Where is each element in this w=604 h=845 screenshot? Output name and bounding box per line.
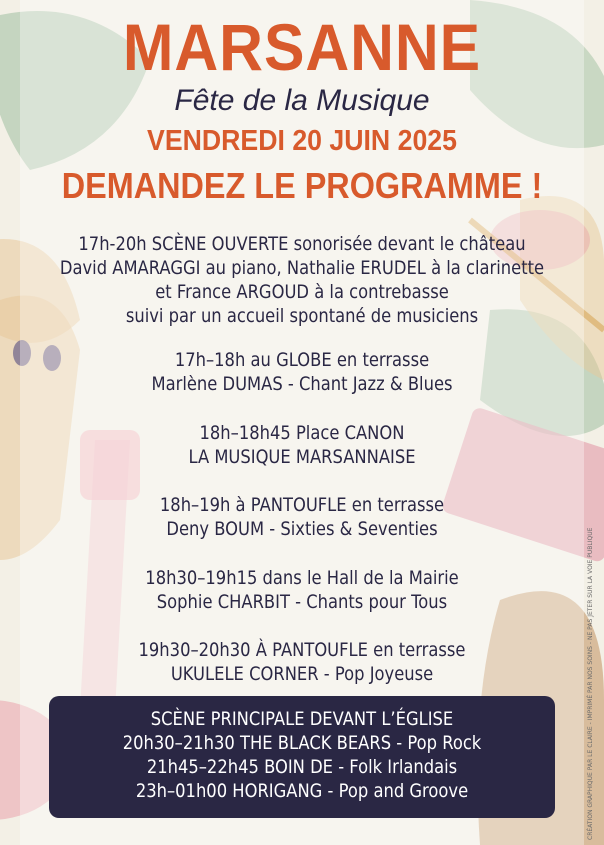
program-line: 18h30–19h15 dans le Hall de la Mairie [145, 567, 459, 589]
poster-subtitle: Fête de la Musique [174, 84, 430, 117]
program-item [0, 421, 604, 469]
program-item [0, 638, 604, 686]
program-item [0, 493, 604, 541]
program-line: UKULELE CORNER - Pop Joyeuse [170, 663, 434, 685]
main-stage-line: 21h45–22h45 BOIN DE - Folk Irlandais [146, 756, 458, 778]
program-line: Marlène DUMAS - Chant Jazz & Blues [151, 373, 453, 395]
program-line: suivi par un accueil spontané de musiciens [125, 305, 479, 327]
program-line: 17h-20h SCÈNE OUVERTE sonorisée devant le château [78, 233, 526, 255]
program-item [0, 348, 604, 396]
main-stage-line: 20h30–21h30 THE BLACK BEARS - Pop Rock [122, 732, 482, 754]
program-line: 18h–18h45 Place CANON [199, 422, 405, 444]
program-line: David AMARAGGI au piano, Nathalie ERUDEL à la clarinette [59, 257, 545, 279]
program-line: 18h–19h à PANTOUFLE en terrasse [159, 494, 445, 516]
main-stage-line: 23h–01h00 HORIGANG - Pop and Groove [135, 780, 469, 802]
program-line: et France ARGOUD à la contrebasse [155, 281, 449, 303]
main-stage-title: SCÈNE PRINCIPALE DEVANT L’ÉGLISE [150, 708, 454, 730]
event-date: VENDREDI 20 JUIN 2025 [147, 125, 457, 157]
side-credit: CRÉATION GRAPHIQUE PAR LE CLAIRE - IMPRIMÉ PAR NOS SOINS - NE PAS JETER SUR LA VOIE PUBLIQUE [587, 527, 594, 840]
program-call: DEMANDEZ LE PROGRAMME ! [61, 165, 543, 206]
program-line: Deny BOUM - Sixties & Seventies [166, 518, 438, 540]
program-line: Sophie CHARBIT - Chants pour Tous [156, 591, 448, 613]
program-line: LA MUSIQUE MARSANNAISE [188, 446, 416, 468]
program-line: 17h–18h au GLOBE en terrasse [174, 349, 430, 371]
program-line: 19h30–20h30 À PANTOUFLE en terrasse [138, 639, 466, 661]
program-item [0, 232, 604, 328]
main-stage-box [49, 696, 555, 818]
program-item [0, 566, 604, 614]
poster-title: MARSANNE [122, 10, 482, 84]
